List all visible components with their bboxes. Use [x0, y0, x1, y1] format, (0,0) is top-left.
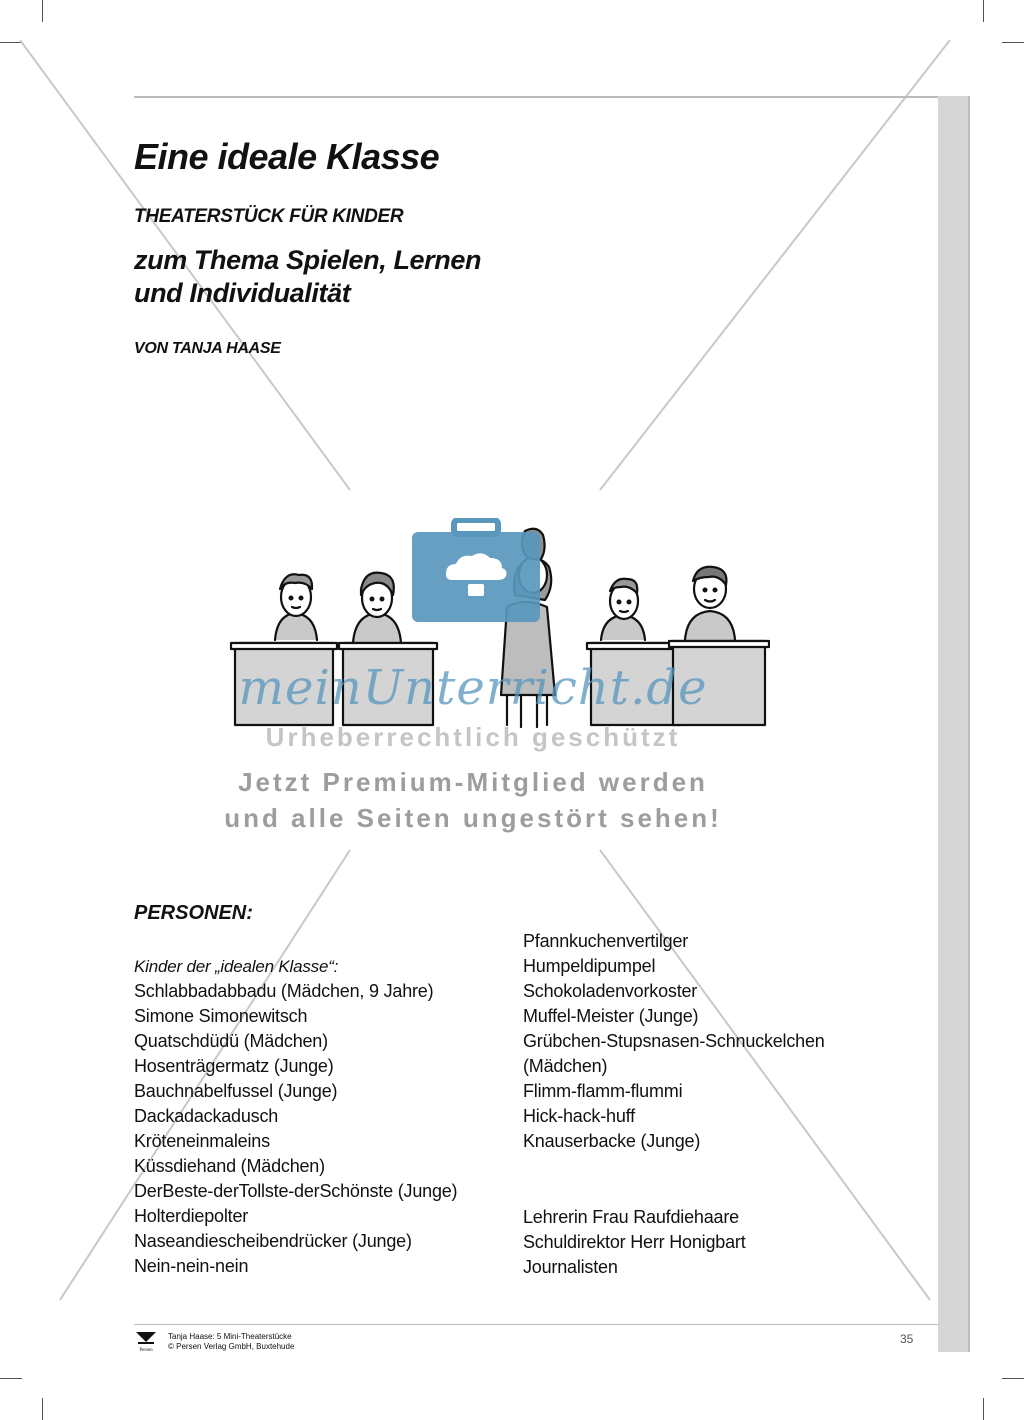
watermark-premium-notice	[0, 764, 946, 836]
list-item: Kröteneinmaleins	[134, 1131, 270, 1151]
page-title: Eine ideale Klasse	[134, 136, 440, 177]
list-item: Muffel-Meister (Junge)	[523, 1006, 699, 1026]
list-item: (Mädchen)	[523, 1056, 608, 1076]
list-item: Journalisten	[523, 1257, 618, 1277]
footer-line-1: Tanja Haase: 5 Mini-Theaterstücke	[168, 1332, 292, 1341]
footer-rule	[134, 1324, 938, 1325]
publisher-logo-icon	[134, 1330, 158, 1352]
cast-list-left	[134, 954, 457, 1279]
list-item: Pfannkuchenvertilger	[523, 931, 689, 951]
list-item: DerBeste-derTollste-derSchönste (Junge)	[134, 1181, 458, 1201]
page-number: 35	[900, 1332, 914, 1346]
list-item: Simone Simonewitsch	[134, 1006, 308, 1026]
list-item: Küssdiehand (Mädchen)	[134, 1156, 325, 1176]
list-item: Hosenträgermatz (Junge)	[134, 1056, 334, 1076]
watermark-premium-line-1: Jetzt Premium-Mitglied werden	[238, 767, 708, 797]
header-rule	[134, 96, 938, 98]
list-item: Schuldirektor Herr Honigbart	[523, 1232, 746, 1252]
cast-list-right	[523, 929, 825, 1154]
watermark-copyright: Urheberrechtlich geschützt	[265, 722, 681, 752]
kinder-label: Kinder der „idealen Klasse“:	[134, 957, 339, 976]
watermark-logo-text: meinUnterricht.de	[238, 660, 708, 716]
adults-list	[523, 1205, 746, 1280]
list-item: Quatschdüdü (Mädchen)	[134, 1031, 328, 1051]
list-item: Knauserbacke (Junge)	[523, 1131, 701, 1151]
topic-line-1: zum Thema Spielen, Lernen	[134, 245, 482, 275]
list-item: Nein-nein-nein	[134, 1256, 249, 1276]
topic-line-2: und Individualität	[134, 278, 351, 308]
list-item: Flimm-flamm-flummi	[523, 1081, 683, 1101]
author-line: VON TANJA HAASE	[134, 340, 281, 357]
list-item: Lehrerin Frau Raufdiehaare	[523, 1207, 739, 1227]
footer-line-2: © Persen Verlag GmbH, Buxtehude	[168, 1342, 295, 1351]
list-item: Schokoladenvorkoster	[523, 981, 698, 1001]
watermark-premium-line-2: und alle Seiten ungestört sehen!	[224, 803, 722, 833]
topic-heading	[134, 244, 481, 310]
personen-heading: PERSONEN:	[134, 902, 253, 924]
publisher-logo-text: Persen	[139, 1348, 153, 1352]
list-item: Holterdiepolter	[134, 1206, 249, 1226]
footer-credits	[168, 1332, 294, 1352]
list-item: Grübchen-Stupsnasen-Schnuckelchen	[523, 1031, 825, 1051]
list-item: Humpeldipumpel	[523, 956, 656, 976]
list-item: Hick-hack-huff	[523, 1106, 635, 1126]
list-item: Dackadackadusch	[134, 1106, 279, 1126]
list-item: Naseandiescheibendrücker (Junge)	[134, 1231, 412, 1251]
list-item: Bauchnabelfussel (Junge)	[134, 1081, 338, 1101]
briefcase-logo-icon	[410, 518, 542, 624]
page-subtitle: THEATERSTÜCK FÜR KINDER	[134, 206, 404, 227]
list-item: Schlabbadabbadu (Mädchen, 9 Jahre)	[134, 981, 434, 1001]
